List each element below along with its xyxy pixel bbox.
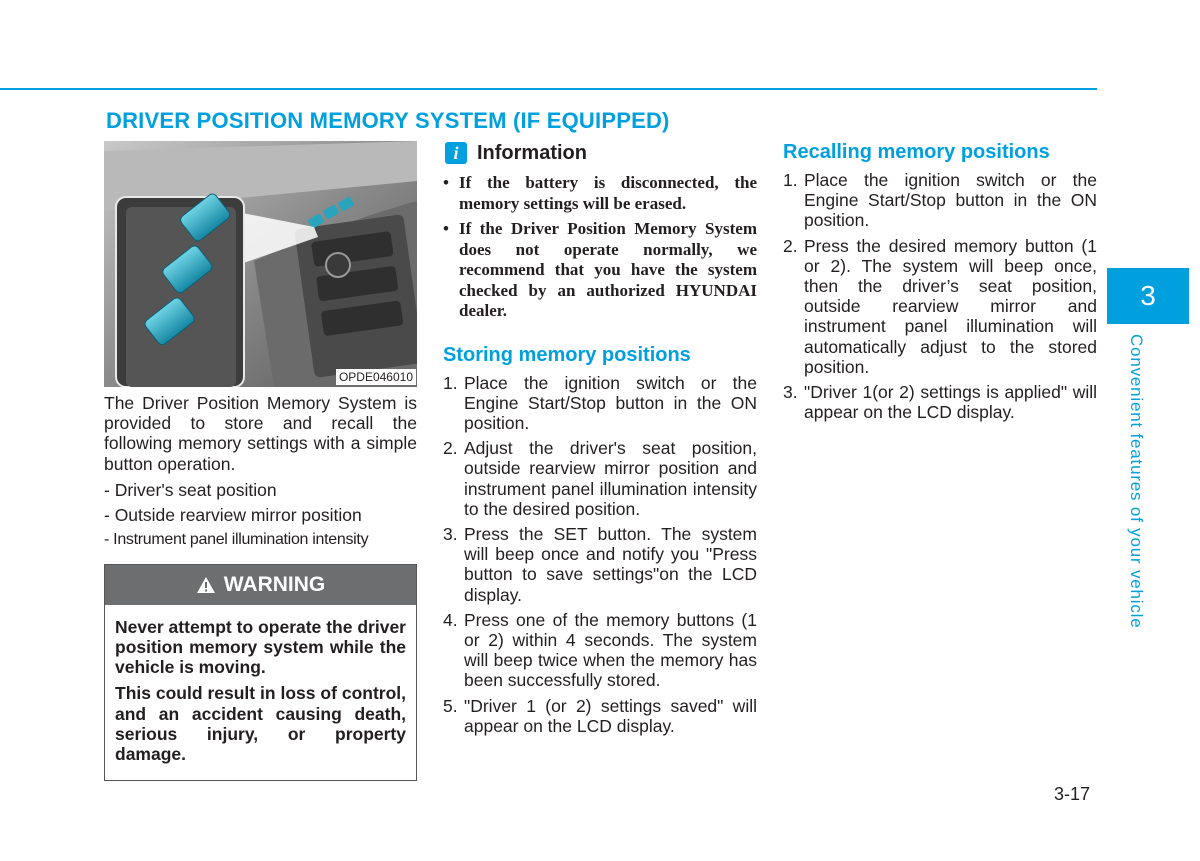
storing-heading: Storing memory positions	[443, 343, 691, 366]
list-item: 5. "Driver 1 (or 2) settings saved" will appear on the LCD display.	[443, 695, 757, 736]
list-item: 3. "Driver 1(or 2) settings is applied" will appear on the LCD display.	[783, 382, 1097, 423]
chapter-title: Convenient features of your vehicle	[1127, 334, 1146, 629]
top-rule	[0, 88, 1097, 90]
warning-triangle-icon	[196, 576, 216, 594]
chapter-tab: 3	[1107, 268, 1189, 324]
list-item: 1. Place the ignition switch or the Engine Start/Stop button in the ON position.	[783, 170, 1097, 231]
warning-body	[105, 605, 416, 780]
information-icon: i	[445, 142, 467, 164]
warning-paragraph: Never attempt to operate the driver position memory system while the vehicle is moving.	[115, 616, 406, 678]
right-column	[783, 141, 1097, 427]
page-title: DRIVER POSITION MEMORY SYSTEM (IF EQUIPPED)	[106, 108, 670, 133]
recalling-heading: Recalling memory positions	[783, 141, 1050, 163]
page-number: 3-17	[1054, 784, 1091, 804]
figure-caption: OPDE046010	[336, 369, 416, 385]
list-item: 1. Place the ignition switch or the Engine Start/Stop button in the ON position.	[443, 372, 757, 433]
information-heading: Information	[477, 141, 587, 164]
recalling-steps	[783, 170, 1097, 422]
door-panel-illustration	[104, 141, 417, 387]
list-item: • If the Driver Position Memory System does not operate normally, we recommend that you have the system checked by an authorized HYUNDAI dealer.	[443, 219, 757, 322]
information-header	[443, 141, 757, 165]
warning-header	[105, 565, 416, 605]
list-item: 2. Adjust the driver's seat position, outside rearview mirror position and instrument panel illumination intensity to the desired position.	[443, 438, 757, 519]
intro-paragraph: The Driver Position Memory System is provided to store and recall the following memory settings with a simple button operation.	[104, 393, 417, 474]
middle-column	[443, 141, 757, 741]
warning-box	[104, 564, 417, 781]
information-list	[443, 173, 757, 322]
list-item: - Driver's seat position	[104, 479, 277, 500]
list-item: - Outside rearview mirror position	[104, 504, 362, 525]
list-item: 4. Press one of the memory buttons (1 or 2) within 4 seconds. The system will beep twice when the memory has been successfully stored.	[443, 609, 757, 691]
list-item: 2. Press the desired memory button (1 or 2). The system will beep once, then the driver’s seat position, outside rearview mirror and instrument panel illumination will automatically adjust to the stored position.	[783, 235, 1097, 377]
memory-settings-list	[104, 480, 417, 550]
list-item: • If the battery is disconnected, the memory settings will be erased.	[443, 173, 757, 214]
warning-paragraph: This could result in loss of control, and an accident causing death, serious injury, or property damage.	[115, 683, 406, 765]
storing-steps	[443, 373, 757, 736]
left-column	[104, 141, 417, 781]
list-item: - Instrument panel illumination intensity	[104, 530, 369, 548]
list-item: 3. Press the SET button. The system will beep once and notify you "Press button to save settings"on the LCD display.	[443, 523, 757, 605]
warning-heading: WARNING	[223, 572, 326, 596]
door-memory-buttons-photo	[104, 141, 417, 387]
